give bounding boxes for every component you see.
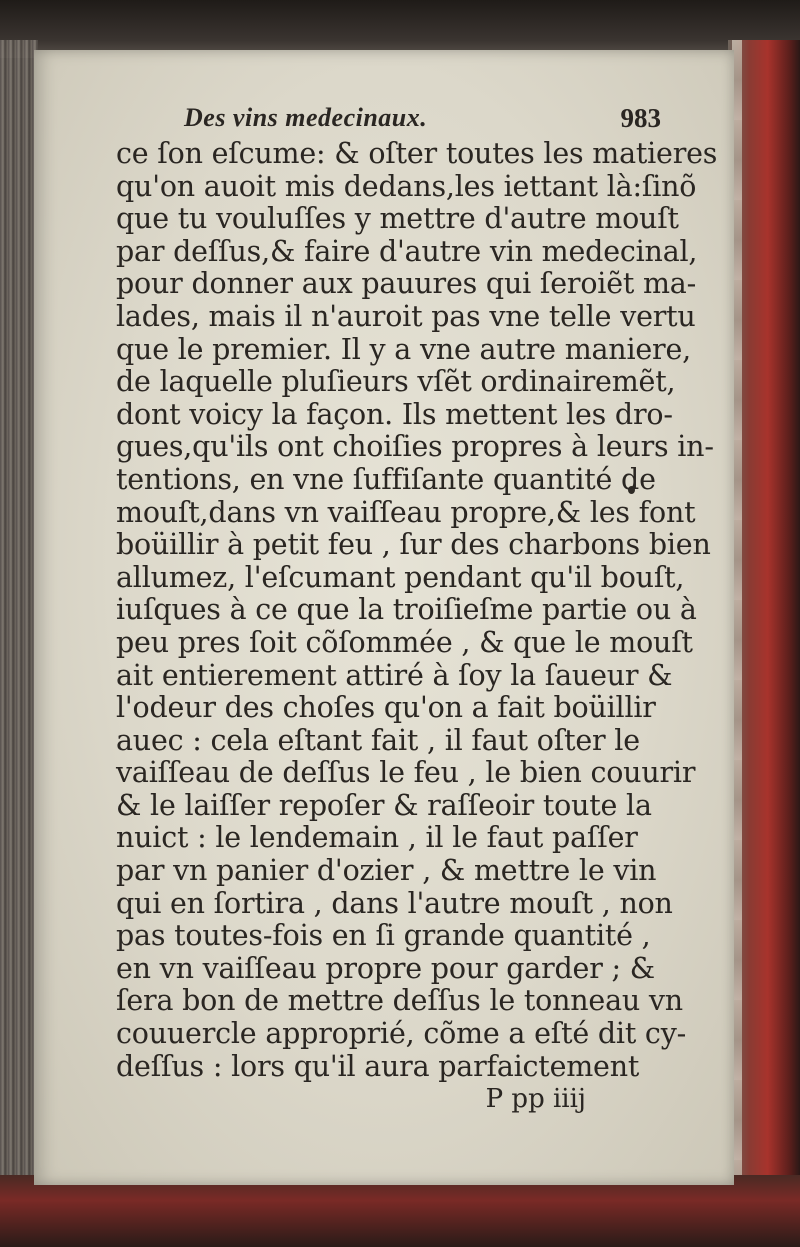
text-line: ce ſon eſcume: & oſter toutes les matieres [116, 137, 718, 170]
running-head-title: Des vins medecinaux. [184, 103, 428, 132]
text-line: qui en ſortira , dans l'autre mouſt , non [116, 886, 673, 920]
text-line: tentions, en vne ſuffiſante quantité de [116, 462, 656, 496]
page-stack-edge [0, 40, 38, 1190]
text-line: qu'on auoit mis dedans,les iettant là:ſinõ [116, 169, 697, 203]
text-line: nuict : le lendemain , il le faut paſſer [116, 821, 638, 855]
text-line: que le premier. Il y a vne autre maniere, [116, 332, 691, 366]
running-head [116, 98, 661, 138]
text-block [116, 98, 718, 1115]
text-line: l'odeur des choſes qu'on a fait boüillir [116, 691, 656, 725]
text-line: dont voicy la façon. Ils mettent les dro- [116, 397, 673, 431]
text-line: pas toutes-fois en ſi grande quantité , [116, 919, 651, 953]
text-line: iuſques à ce que la troiſieſme partie ou à [116, 593, 697, 627]
book-page [34, 50, 734, 1185]
text-line: & le laiſſer repoſer & raſſeoir toute la [116, 788, 652, 822]
text-line: par deſſus,& faire d'autre vin medecinal, [116, 234, 698, 268]
text-line: deſſus : lors qu'il aura parfaictement [116, 1049, 640, 1083]
text-line: en vn vaiſſeau propre pour garder ; & [116, 951, 655, 985]
text-line: mouſt,dans vn vaiſſeau propre,& les font [116, 495, 696, 529]
signature-mark: P pp iiij [485, 1084, 586, 1115]
text-line: par vn panier d'ozier , & mettre le vin [116, 854, 657, 888]
page-number: 983 [620, 103, 661, 133]
text-line: gues,qu'ils ont choiſies propres à leurs in- [116, 430, 714, 464]
text-line: lades, mais il n'auroit pas vne telle vertu [116, 299, 696, 333]
text-line: que tu vouluſſes y mettre d'autre mouſt [116, 202, 679, 236]
text-line: ait entierement attiré à ſoy la ſaueur & [116, 658, 673, 692]
bottom-edge [0, 1175, 800, 1247]
text-line: pour donner aux pauures qui ſeroiẽt ma- [116, 267, 697, 301]
text-line: boüillir à petit feu , ſur des charbons bien [116, 528, 711, 562]
text-line: ſera bon de mettre deſſus le tonneau vn [116, 984, 683, 1018]
text-line: allumez, l'eſcumant pendant qu'il bouſt, [116, 560, 685, 594]
text-line: peu pres ſoit cõſommée , & que le mouſt [116, 625, 693, 659]
text-line: vaiſſeau de deſſus le feu , le bien couurir [116, 756, 696, 790]
text-line: auec : cela eſtant fait , il faut oſter le [116, 723, 640, 757]
cover-edge [728, 40, 800, 1190]
text-line: couuercle approprié, cõme a eſté dit cy- [116, 1017, 687, 1051]
text-line: de laquelle pluſieurs vſẽt ordinairemẽt, [116, 365, 676, 399]
